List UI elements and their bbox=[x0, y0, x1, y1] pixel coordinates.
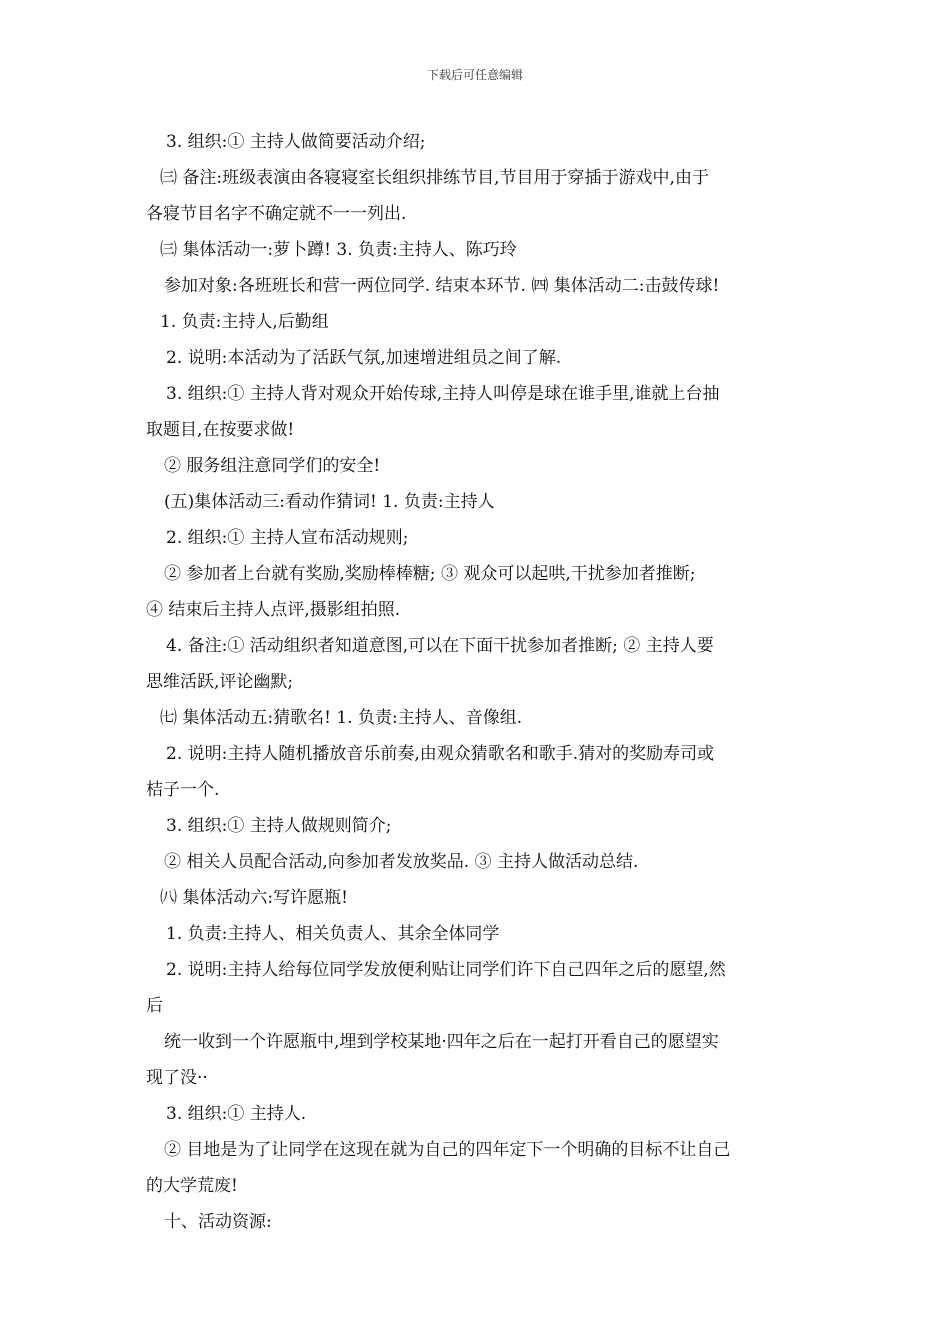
text-line: 思维活跃,评论幽默; bbox=[146, 672, 294, 692]
text-line: ㈧ 集体活动六:写许愿瓶! bbox=[160, 888, 348, 908]
text-line: ④ 结束后主持人点评,摄影组拍照. bbox=[146, 600, 401, 620]
text-line: ② 参加者上台就有奖励,奖励棒棒糖; ③ 观众可以起哄,干扰参加者推断; bbox=[164, 564, 696, 584]
text-line: 3. 组织:① 主持人. bbox=[166, 1104, 307, 1124]
text-line: 各寝节目名字不确定就不一一列出. bbox=[146, 204, 407, 224]
text-line: 2. 组织:① 主持人宣布活动规则; bbox=[166, 528, 409, 548]
text-line: ② 相关人员配合活动,向参加者发放奖品. ③ 主持人做活动总结. bbox=[164, 852, 639, 872]
text-line: 的大学荒废! bbox=[146, 1176, 238, 1196]
document-body bbox=[146, 124, 814, 1240]
text-line: 3. 组织:① 主持人做规则简介; bbox=[166, 816, 392, 836]
text-line: ㈢ 备注:班级表演由各寝寝室长组织排练节目,节目用于穿插于游戏中,由于 bbox=[160, 168, 709, 188]
text-line: ② 目地是为了让同学在这现在就为自己的四年定下一个明确的目标不让自己 bbox=[164, 1140, 731, 1160]
text-line: 取题目,在按要求做! bbox=[146, 420, 295, 440]
text-line: 统一收到一个许愿瓶中,埋到学校某地·四年之后在一起打开看自己的愿望实 bbox=[164, 1032, 719, 1052]
text-line: 3. 组织:① 主持人背对观众开始传球,主持人叫停是球在谁手里,谁就上台抽 bbox=[166, 384, 720, 404]
page-header: 下载后可任意编辑 bbox=[426, 68, 523, 82]
text-line: 十、活动资源: bbox=[164, 1212, 272, 1232]
text-line: 1. 负责:主持人、相关负责人、其余全体同学 bbox=[166, 924, 500, 944]
text-line: ㈦ 集体活动五:猜歌名! 1. 负责:主持人、音像组. bbox=[160, 708, 523, 728]
text-line: (五)集体活动三:看动作猜词! 1. 负责:主持人 bbox=[164, 492, 495, 512]
text-line: 1. 负责:主持人,后勤组 bbox=[160, 312, 329, 332]
text-line: 后 bbox=[146, 996, 163, 1016]
text-line: 2. 说明:主持人给每位同学发放便利贴让同学们许下自己四年之后的愿望,然 bbox=[166, 960, 726, 980]
text-line: 4. 备注:① 活动组织者知道意图,可以在下面干扰参加者推断; ② 主持人要 bbox=[166, 636, 714, 656]
text-line: 2. 说明:本活动为了活跃气氛,加速增进组员之间了解. bbox=[166, 348, 562, 368]
text-line: 3. 组织:① 主持人做简要活动介绍; bbox=[166, 132, 426, 152]
text-line: ㈢ 集体活动一:萝卜蹲! 3. 负责:主持人、陈巧玲 bbox=[160, 240, 517, 260]
text-line: 桔子一个. bbox=[146, 780, 220, 800]
text-line: 2. 说明:主持人随机播放音乐前奏,由观众猜歌名和歌手.猜对的奖励寿司或 bbox=[166, 744, 715, 764]
text-line: 现了没·· bbox=[146, 1068, 208, 1088]
text-line: ② 服务组注意同学们的安全! bbox=[164, 456, 381, 476]
text-line: 参加对象:各班班长和营一两位同学. 结束本环节. ㈣ 集体活动二:击鼓传球! bbox=[164, 276, 720, 296]
